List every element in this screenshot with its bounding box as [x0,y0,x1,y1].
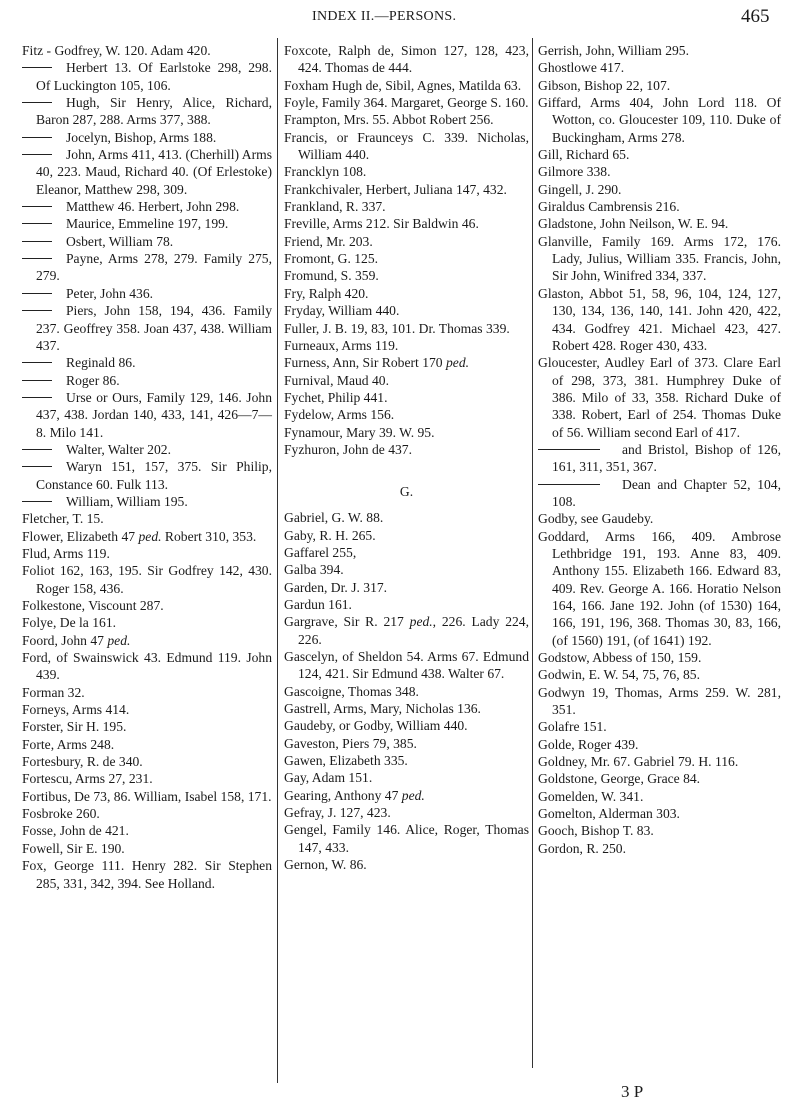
ditto-dash [22,310,52,311]
index-entry [22,614,272,631]
entry-text: Foxham Hugh de, Sibil, Agnes, Matilda 63. [284,77,522,93]
entry-text: Gill, Richard 65. [538,147,630,163]
index-entry [284,285,529,302]
index-entry [538,528,781,649]
index-entry [22,840,272,857]
index-entry [284,856,529,873]
entry-text: Galba 394. [284,562,344,578]
index-entry [284,233,529,250]
index-entry [538,788,781,805]
index-subentry [22,372,272,389]
entry-text: Furneaux, Arms 119. [284,337,399,353]
entry-text: Gordon, R. 250. [538,840,626,856]
entry-text: Fynamour, Mary 39. W. 95. [284,424,435,440]
entry-text: Fortesbury, R. de 340. [22,754,143,770]
ditto-dash [22,449,52,450]
index-entry [284,544,529,561]
entry-text: Gaffarel 255, [284,544,357,560]
entry-text: Gabriel, G. W. 88. [284,510,384,526]
pedigree-marker: ped. [107,632,131,648]
index-entry [22,649,272,684]
entry-text: Fry, Ralph 420. [284,285,369,301]
index-entry [538,181,781,198]
entry-text: Gernon, W. 86. [284,857,367,873]
index-entry [284,579,529,596]
entry-text: Foliot 162, 163, 195. Sir Godfrey 142, 430. Roger 158, 436. [22,563,272,596]
entry-text: Fox, George 111. Henry 282. Sir Stephen 285, 331, 342, 394. See Holland. [22,858,272,891]
entry-text: Piers, John 158, 194, 436. Family 237. Geoffrey 358. Joan 437, 438. William 437. [36,303,272,353]
index-entry [284,735,529,752]
pedigree-marker: ped. [401,787,425,803]
entry-text: Dean and Chapter 52, 104, 108. [552,476,781,509]
entry-text: Gloucester, Audley Earl of 373. Clare Earl of 298, 373, 381. Humphrey Duke of 386. Milo of 33, 358. Richard Duke of 338. Robert, Earl of 254. Thomas Duke of 56. William second Earl of 417. [538,355,781,440]
index-entry [538,510,781,527]
column-divider [532,38,533,1068]
entry-text: Godby, see Gaudeby. [538,511,654,527]
entry-text: Fydelow, Arms 156. [284,407,395,423]
entry-text: Fromont, G. 125. [284,251,379,267]
index-entry [284,163,529,180]
index-entry [538,77,781,94]
index-entry [284,42,529,77]
index-entry [284,129,529,164]
index-entry [538,354,781,441]
entry-text: Garden, Dr. J. 317. [284,579,388,595]
index-entry [284,267,529,284]
entry-text: Francis, or Fraunceys C. 339. Nicholas, William 440. [284,129,529,163]
index-entry [22,805,272,822]
entry-text: Forman 32. [22,684,85,700]
entry-text: and Bristol, Bishop of 126, 161, 311, 351, 367. [552,441,781,475]
index-entry [284,441,529,458]
entry-text: Hugh, Sir Henry, Alice, Richard, Baron 287, 288. Arms 377, 388. [36,95,272,128]
entry-text: Forneys, Arms 414. [22,702,130,718]
index-entry [22,770,272,787]
entry-text: John, Arms 411, 413. (Cherhill) Arms 40, 223. Maud, Richard 40. (Of Erlestoke) Eleanor, Matthew 298, 309. [36,147,272,197]
index-column-1 [22,42,272,892]
entry-text: Flud, Arms 119. [22,545,110,561]
entry-text: Gomelton, Alderman 303. [538,806,680,822]
index-entry [538,59,781,76]
index-subentry [22,94,272,129]
index-entry [22,857,272,892]
index-entry [284,372,529,389]
ditto-dash [22,67,52,68]
entry-text: Gaveston, Piers 79, 385. [284,735,417,751]
running-header [0,6,800,30]
entry-text: Fosbroke 260. [22,806,100,822]
running-title: INDEX II.—PERSONS. [312,9,457,24]
ditto-dash [22,137,52,138]
entry-text: Gargrave, Sir R. 217 ped., 226. Lady 224, 226. [284,614,529,647]
entry-text: Frankland, R. 337. [284,199,386,215]
entry-text: Matthew 46. Herbert, John 298. [66,199,240,215]
entry-text: Flower, Elizabeth 47 ped. Robert 310, 353. [22,528,257,544]
index-entry [284,561,529,578]
index-entry [22,684,272,701]
index-entry [538,146,781,163]
index-entry [22,736,272,753]
index-entry [22,701,272,718]
entry-text: Godwyn 19, Thomas, Arms 259. W. 281, 351. [538,684,781,718]
ditto-dash [22,466,52,467]
entry-text: Gomelden, W. 341. [538,788,644,804]
entry-text: Gearing, Anthony 47 ped. [284,787,425,803]
pedigree-marker: ped. [138,528,162,544]
index-entry [22,42,272,59]
index-subentry [538,441,781,476]
index-entry [284,683,529,700]
entry-text: William, William 195. [66,493,188,509]
entry-text: Golafre 151. [538,719,607,735]
index-entry [538,163,781,180]
entry-text: Gilmore 338. [538,164,611,180]
index-entry [538,215,781,232]
ditto-dash [22,397,52,398]
entry-text: Urse or Ours, Family 129, 146. John 437, 438. Jordan 140, 433, 141, 426—7—8. Milo 141. [36,389,272,440]
index-entry [538,736,781,753]
index-subentry [22,146,272,198]
entry-text: Ford, of Swainswick 43. Edmund 119. John 439. [22,650,272,683]
entry-text: Reginald 86. [66,355,136,371]
entry-text: Waryn 151, 157, 375. Sir Philip, Constance 60. Fulk 113. [36,459,272,492]
entry-text: Friend, Mr. 203. [284,233,373,249]
entry-text: Gaudeby, or Godby, William 440. [284,718,468,734]
entry-text: Fortibus, De 73, 86. William, Isabel 158, 171. [22,788,272,804]
entry-text: Fletcher, T. 15. [22,511,104,527]
index-entry [22,753,272,770]
index-entry [284,717,529,734]
index-subentry [538,476,781,511]
entry-text: Folkestone, Viscount 287. [22,598,164,613]
entry-text: Furness, Ann, Sir Robert 170 ped. [284,355,470,371]
entry-text: Gefray, J. 127, 423. [284,805,391,821]
index-entry [284,215,529,232]
ditto-dash [22,293,52,294]
entry-text: Gascoigne, Thomas 348. [284,683,419,699]
entry-text: Payne, Arms 278, 279. Family 275, 279. [36,251,272,284]
index-subentry [22,233,272,250]
entry-text: Fitz - Godfrey, W. 120. Adam 420. [22,43,211,58]
page-number: 465 [741,6,770,27]
entry-text: Folye, De la 161. [22,615,117,631]
index-subentry [22,389,272,441]
entry-text: Ghostlowe 417. [538,60,625,76]
entry-text: Foxcote, Ralph de, Simon 127, 128, 423, 424. Thomas de 444. [284,43,529,76]
entry-text: Walter, Walter 202. [66,441,171,457]
entry-text: Gingell, J. 290. [538,181,622,197]
entry-text: Furnival, Maud 40. [284,372,389,388]
index-entry [284,752,529,769]
index-entry [284,94,529,111]
index-subentry [22,129,272,146]
entry-text: Forte, Arms 248. [22,736,115,752]
index-entry [284,389,529,406]
entry-text: Maurice, Emmeline 197, 199. [66,216,229,232]
index-entry [22,545,272,562]
index-subentry [22,250,272,285]
index-entry [22,632,272,649]
entry-text: Fuller, J. B. 19, 83, 101. Dr. Thomas 339. [284,320,510,336]
entry-text: Fryday, William 440. [284,303,400,319]
ditto-dash [22,223,52,224]
index-subentry [22,302,272,354]
index-subentry [22,59,272,94]
ditto-dash [22,241,52,242]
entry-text: Gibson, Bishop 22, 107. [538,77,671,93]
index-subentry [22,493,272,510]
index-entry [284,596,529,613]
index-entry [538,822,781,839]
index-entry [284,424,529,441]
index-entry [538,805,781,822]
index-entry [284,320,529,337]
entry-text: Goddard, Arms 166, 409. Ambrose Lethbridge 191, 193. Anne 83, 409. Anthony 155. Elizabeth 166. Edward 83, 409. Rev. George A. 166. Horatio Nelson 164, 166. Jane 192. John (of 1530) 164, 166, 191, 196, 368. Thomas 30, 83, 166, (of 1560) 191, (of 1641) 192. [538,528,781,648]
entry-text: Glanville, Family 169. Arms 172, 176. Lady, Julius, William 335. Francis, John, Sir John, Winifred 334, 337. [538,233,781,284]
entry-text: Gascelyn, of Sheldon 54. Arms 67. Edmund 124, 421. Sir Edmund 438. Walter 67. [284,649,529,682]
signature-mark: 3 P [621,1082,644,1101]
index-entry [22,718,272,735]
ditto-dash [22,258,52,259]
ditto-dash [538,484,600,485]
entry-text: Fromund, S. 359. [284,268,379,284]
index-entry [22,510,272,527]
index-entry [284,821,529,856]
index-entry [22,822,272,839]
index-entry [538,42,781,59]
entry-text: Golde, Roger 439. [538,736,639,752]
index-entry [538,666,781,683]
entry-text: Gastrell, Arms, Mary, Nicholas 136. [284,701,481,717]
entry-text: Peter, John 436. [66,285,154,301]
index-entry [538,94,781,146]
entry-text: Giraldus Cambrensis 216. [538,199,680,215]
entry-text: Roger 86. [66,372,120,388]
index-subentry [22,354,272,371]
ditto-dash [22,362,52,363]
entry-text: Fortescu, Arms 27, 231. [22,771,153,787]
ditto-dash [22,154,52,155]
index-subentry [22,441,272,458]
entry-text: Jocelyn, Bishop, Arms 188. [66,129,217,145]
section-heading: G. [399,484,414,500]
entry-text: Fyzhuron, John de 437. [284,441,412,457]
ditto-dash [22,380,52,381]
index-subentry [22,198,272,215]
index-entry [284,648,529,683]
entry-text: Fychet, Philip 441. [284,389,388,405]
index-subentry [22,458,272,493]
entry-text: Godstow, Abbess of 150, 159. [538,650,702,666]
index-entry [284,302,529,319]
index-entry [284,700,529,717]
pedigree-marker: ped. [409,614,433,630]
entry-text: Goldney, Mr. 67. Gabriel 79. H. 116. [538,754,739,770]
index-entry [538,285,781,354]
index-entry [538,649,781,666]
entry-text: Giffard, Arms 404, John Lord 118. Of Wotton, co. Gloucester 109, 110. Duke of Buckingham, Arms 278. [538,95,781,145]
index-entry [538,718,781,735]
entry-text: Gardun 161. [284,596,352,612]
index-entry [284,613,529,648]
entry-text: Gooch, Bishop T. 83. [538,823,654,839]
entry-text: Herbert 13. Of Earlstoke 298, 298. Of Luckington 105, 106. [36,60,272,93]
entry-text: Godwin, E. W. 54, 75, 76, 85. [538,667,700,683]
index-entry [22,788,272,805]
entry-text: Gaby, R. H. 265. [284,527,376,543]
index-entry [538,770,781,787]
entry-text: Fosse, John de 421. [22,823,129,839]
entry-text: Frankchivaler, Herbert, Juliana 147, 432. [284,181,507,197]
entry-text: Francklyn 108. [284,164,367,180]
entry-text: Gawen, Elizabeth 335. [284,753,408,769]
index-entry [284,527,529,544]
entry-text: Glaston, Abbot 51, 58, 96, 104, 124, 127, 130, 134, 136, 140, 141. John 420, 422, 434. Godfrey 421. Michael 423, 427. Robert 428. Roger 430, 433. [538,285,781,353]
index-entry [284,406,529,423]
index-column-3 [538,42,781,857]
index-entry [284,804,529,821]
entry-text: Frampton, Mrs. 55. Abbot Robert 256. [284,112,494,128]
ditto-dash [22,206,52,207]
index-entry [284,787,529,804]
index-entry [284,198,529,215]
index-entry [22,528,272,545]
entry-text: Freville, Arms 212. Sir Baldwin 46. [284,216,479,232]
index-entry [284,77,529,94]
index-entry [538,753,781,770]
entry-text: Foord, John 47 ped. [22,632,131,648]
entry-text: Gerrish, John, William 295. [538,43,689,58]
entry-text: Gay, Adam 151. [284,770,373,786]
entry-text: Foyle, Family 364. Margaret, George S. 160. [284,95,529,111]
entry-text: Gengel, Family 146. Alice, Roger, Thomas 147, 433. [284,822,529,855]
entry-text: Gladstone, John Neilson, W. E. 94. [538,216,729,232]
index-entry [284,337,529,354]
ditto-dash [22,102,52,103]
index-entry [538,840,781,857]
index-entry [284,509,529,526]
index-entry [284,181,529,198]
index-subentry [22,215,272,232]
entry-text: Goldstone, George, Grace 84. [538,771,701,787]
ditto-dash [22,501,52,502]
column-divider [277,38,278,1083]
entry-text: Forster, Sir H. 195. [22,719,127,735]
index-subentry [22,285,272,302]
index-entry [284,354,529,371]
index-column-2 [284,42,529,873]
pedigree-marker: ped. [446,355,470,371]
index-entry [284,250,529,267]
index-entry [22,597,272,614]
entry-text: Osbert, William 78. [66,233,174,249]
index-entry [284,111,529,128]
index-entry [22,562,272,597]
index-entry [284,769,529,786]
index-entry [538,198,781,215]
entry-text: Fowell, Sir E. 190. [22,840,125,856]
index-entry [538,684,781,719]
ditto-dash [538,449,600,450]
index-entry [538,233,781,285]
